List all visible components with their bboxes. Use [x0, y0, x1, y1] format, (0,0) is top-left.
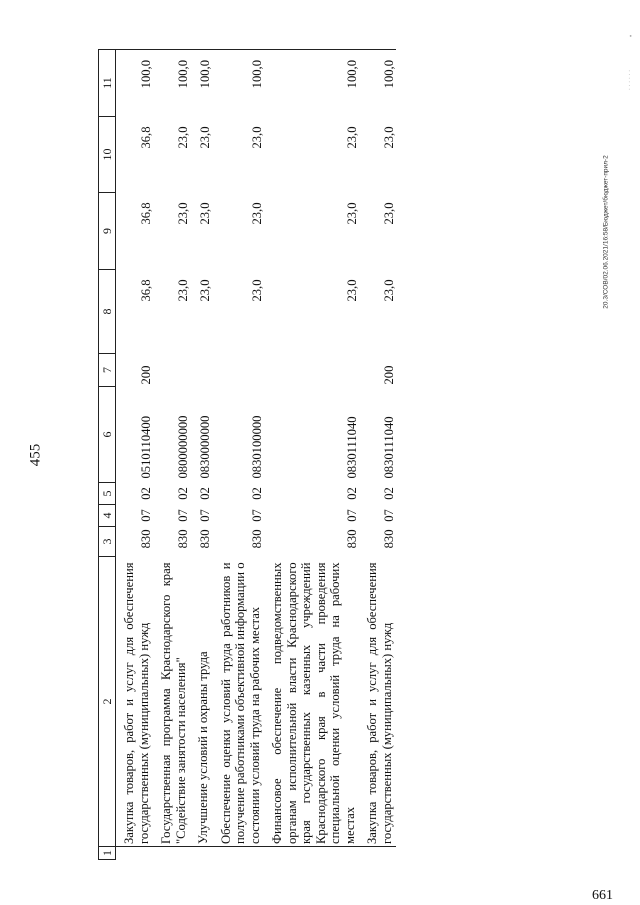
page-number-bottom: 661 — [592, 888, 613, 903]
cell-col-4: 07 — [381, 509, 396, 522]
cell-col-7 — [213, 354, 265, 387]
cell-name: Улучшение условий и охраны труда — [190, 557, 213, 847]
cell-name: Финансовое обеспечение подведомственных органам исполнительной власти Краснодарского края государственных казенных учреждений Краснодарского края в части проведения специальной оценки условий труда на рабочих местах — [264, 557, 359, 847]
header-col-5: 5 — [99, 483, 116, 505]
table-row — [153, 50, 190, 860]
cell-name: Обеспечение оценки условий труда работников и получение работниками объективной информации о состоянии условий труда на рабочих местах — [213, 557, 265, 847]
cell-col-8: 23,0 — [198, 279, 212, 302]
header-col-11: 11 — [99, 50, 116, 117]
cell-col-9: 23,0 — [249, 202, 264, 225]
table-row — [359, 50, 396, 860]
cell-col-11: 100,0 — [116, 50, 154, 117]
cell-col-6: 0830100000 — [249, 415, 264, 479]
cell-col-3: 830 — [249, 529, 264, 549]
cell-col-8: 23,0 — [381, 279, 396, 302]
cell-col-7 — [153, 354, 190, 387]
cell-col-5: 02 — [175, 487, 190, 500]
cell-col-6: 0830000000 — [198, 415, 212, 479]
header-col-8: 8 — [99, 270, 116, 354]
cell-col-4: 07 — [138, 509, 153, 522]
cell-col-3: 830 — [175, 529, 190, 549]
cell-col-7: 200 — [381, 365, 396, 385]
cell-col-10: 23,0 — [249, 126, 264, 149]
margin-mark-top-text: • — [629, 34, 635, 38]
table-row — [116, 50, 154, 860]
budget-table — [98, 49, 396, 860]
cell-col-8: 23,0 — [175, 279, 190, 302]
header-col-1: 1 — [99, 847, 116, 860]
rotated-table-page — [98, 50, 558, 860]
cell-col-3: 830 — [198, 529, 212, 549]
header-col-6: 6 — [99, 387, 116, 483]
header-col-9: 9 — [99, 193, 116, 270]
cell-col-9: 23,0 — [344, 202, 359, 225]
cell-col-10: 23,0 — [381, 126, 396, 149]
cell-col-10: 23,0 — [198, 126, 212, 149]
cell-col-5: 02 — [344, 487, 359, 500]
page-number-top-text: 455 — [27, 443, 44, 467]
cell-col-1 — [153, 847, 190, 860]
cell-col-5: 02 — [381, 487, 396, 500]
cell-col-1 — [116, 847, 154, 860]
cell-col-1 — [213, 847, 265, 860]
cell-col-6: 0510110400 — [138, 415, 153, 479]
cell-col-6: 0830111040 — [381, 416, 396, 479]
cell-col-7: 200 — [138, 365, 153, 385]
cell-col-1 — [264, 847, 359, 860]
table-row — [213, 50, 265, 860]
cell-col-8: 23,0 — [344, 279, 359, 302]
table-row — [190, 50, 213, 860]
header-col-2: 2 — [99, 557, 116, 847]
cell-col-9: 23,0 — [175, 202, 190, 225]
cell-col-11: 100,0 — [264, 50, 359, 117]
cell-col-5: 02 — [198, 487, 212, 500]
cell-col-1 — [190, 847, 213, 860]
cell-col-6: 0800000000 — [175, 415, 190, 479]
cell-col-10: 36,8 — [138, 126, 153, 149]
file-stamp-text: 20.3/СОВ/02.06.2021/16:58/Бюджет/бюджет-прил-2 — [602, 155, 610, 309]
cell-col-4: 07 — [344, 509, 359, 522]
cell-col-11: 100,0 — [190, 50, 213, 117]
cell-col-1 — [359, 847, 396, 860]
cell-col-4: 07 — [198, 509, 212, 522]
cell-col-11: 100,0 — [213, 50, 265, 117]
cell-col-5: 02 — [138, 487, 153, 500]
cell-col-4: 07 — [175, 509, 190, 522]
cell-col-10: 23,0 — [175, 126, 190, 149]
cell-col-11: 100,0 — [359, 50, 396, 117]
cell-col-3: 830 — [344, 529, 359, 549]
header-col-7: 7 — [99, 354, 116, 387]
margin-mark-dots-text: · · · · · · — [627, 69, 633, 91]
table-body — [116, 50, 397, 860]
cell-col-9: 23,0 — [198, 202, 212, 225]
cell-col-6: 0830111040 — [344, 416, 359, 479]
cell-col-8: 23,0 — [249, 279, 264, 302]
cell-name: Закупка товаров, работ и услуг для обеспечения государственных (муниципальных) нужд — [116, 557, 154, 847]
cell-name: Государственная программа Краснодарского края "Содействие занятости населения" — [153, 557, 190, 847]
header-col-3: 3 — [99, 527, 116, 557]
cell-name: Закупка товаров, работ и услуг для обеспечения государственных (муниципальных) нужд — [359, 557, 396, 847]
cell-col-5: 02 — [249, 487, 264, 500]
cell-col-7 — [190, 354, 213, 387]
cell-col-7 — [264, 354, 359, 387]
header-col-10: 10 — [99, 117, 116, 193]
cell-col-10: 23,0 — [344, 126, 359, 149]
cell-col-9: 36,8 — [138, 202, 153, 225]
table-row — [264, 50, 359, 860]
cell-col-3: 830 — [138, 529, 153, 549]
cell-col-4: 07 — [249, 509, 264, 522]
cell-col-9: 23,0 — [381, 202, 396, 225]
cell-col-11: 100,0 — [153, 50, 190, 117]
cell-col-3: 830 — [381, 529, 396, 549]
cell-col-8: 36,8 — [138, 279, 153, 302]
table-header-row — [99, 50, 116, 860]
header-col-4: 4 — [99, 505, 116, 527]
